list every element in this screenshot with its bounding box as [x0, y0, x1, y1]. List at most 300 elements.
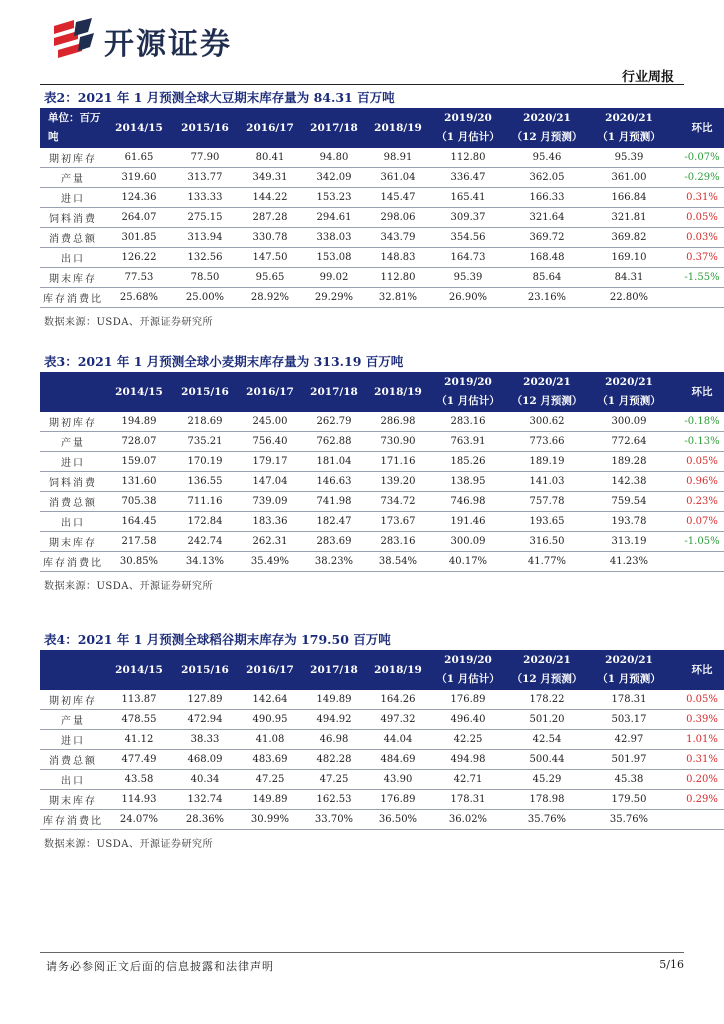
- value-cell: 164.26: [366, 690, 430, 710]
- column-header: [588, 372, 670, 412]
- value-cell: 275.15: [172, 208, 238, 228]
- table-row: [40, 288, 724, 308]
- value-cell: 773.66: [506, 432, 588, 452]
- value-cell: 95.39: [430, 268, 506, 288]
- data-table: [40, 650, 724, 830]
- column-header-label: 2014/15: [115, 121, 163, 134]
- value-cell: 170.19: [172, 452, 238, 472]
- table-row: [40, 268, 724, 288]
- footer-divider: [40, 952, 684, 953]
- value-cell: 30.99%: [238, 810, 302, 830]
- value-cell: 142.38: [588, 472, 670, 492]
- unit-header-cell: 单位：百万吨: [40, 108, 106, 148]
- column-header: [106, 108, 172, 148]
- value-cell: 362.05: [506, 168, 588, 188]
- value-cell: 500.44: [506, 750, 588, 770]
- table-row: [40, 552, 724, 572]
- table-row: [40, 188, 724, 208]
- value-cell: 478.55: [106, 710, 172, 730]
- data-source-note: 数据来源：USDA、开源证券研究所: [44, 317, 214, 328]
- value-cell: 283.16: [366, 532, 430, 552]
- value-cell: 262.79: [302, 412, 366, 432]
- row-label: 进口: [40, 188, 106, 208]
- value-cell: 42.71: [430, 770, 506, 790]
- column-header: [366, 650, 430, 690]
- value-cell: 112.80: [430, 148, 506, 168]
- change-cell: 0.31%: [670, 750, 724, 770]
- value-cell: 159.07: [106, 452, 172, 472]
- value-cell: 26.90%: [430, 288, 506, 308]
- value-cell: 176.89: [366, 790, 430, 810]
- change-cell: 0.07%: [670, 512, 724, 532]
- value-cell: 145.47: [366, 188, 430, 208]
- value-cell: 43.58: [106, 770, 172, 790]
- value-cell: 313.19: [588, 532, 670, 552]
- column-header: [506, 108, 588, 148]
- value-cell: 354.56: [430, 228, 506, 248]
- value-cell: 217.58: [106, 532, 172, 552]
- value-cell: 477.49: [106, 750, 172, 770]
- value-cell: 182.47: [302, 512, 366, 532]
- value-cell: 330.78: [238, 228, 302, 248]
- value-cell: 61.65: [106, 148, 172, 168]
- value-cell: 40.17%: [430, 552, 506, 572]
- value-cell: 179.17: [238, 452, 302, 472]
- value-cell: 35.76%: [506, 810, 588, 830]
- value-cell: 490.95: [238, 710, 302, 730]
- value-cell: 301.85: [106, 228, 172, 248]
- change-cell: [670, 288, 724, 308]
- value-cell: 25.68%: [106, 288, 172, 308]
- value-cell: 361.04: [366, 168, 430, 188]
- value-cell: 169.10: [588, 248, 670, 268]
- value-cell: 484.69: [366, 750, 430, 770]
- row-label: 出口: [40, 770, 106, 790]
- header-divider: [40, 84, 684, 85]
- value-cell: 178.31: [588, 690, 670, 710]
- value-cell: 112.80: [366, 268, 430, 288]
- value-cell: 132.56: [172, 248, 238, 268]
- value-cell: 730.90: [366, 432, 430, 452]
- change-cell: 0.39%: [670, 710, 724, 730]
- table-row: [40, 512, 724, 532]
- value-cell: 319.60: [106, 168, 172, 188]
- report-type-label: 行业周报: [621, 70, 674, 85]
- change-cell: 0.20%: [670, 770, 724, 790]
- column-header-label: 环比: [691, 121, 713, 134]
- value-cell: 189.28: [588, 452, 670, 472]
- value-cell: 741.98: [302, 492, 366, 512]
- data-table: [40, 108, 724, 308]
- value-cell: 468.09: [172, 750, 238, 770]
- value-cell: 287.28: [238, 208, 302, 228]
- column-header: [238, 372, 302, 412]
- change-cell: 0.05%: [670, 452, 724, 472]
- column-header-label: 环比: [691, 663, 713, 676]
- value-cell: 763.91: [430, 432, 506, 452]
- change-cell: 0.37%: [670, 248, 724, 268]
- value-cell: 300.62: [506, 412, 588, 432]
- column-header-label: 2017/18: [310, 385, 358, 398]
- column-header-label: 2018/19: [374, 663, 422, 676]
- value-cell: 164.45: [106, 512, 172, 532]
- value-cell: 264.07: [106, 208, 172, 228]
- table-row: [40, 452, 724, 472]
- change-cell: 0.31%: [670, 188, 724, 208]
- value-cell: 147.50: [238, 248, 302, 268]
- value-cell: 47.25: [302, 770, 366, 790]
- value-cell: 772.64: [588, 432, 670, 452]
- table-row: [40, 248, 724, 268]
- row-label: 产量: [40, 168, 106, 188]
- value-cell: 133.33: [172, 188, 238, 208]
- value-cell: 483.69: [238, 750, 302, 770]
- logo-text: 开源证券: [104, 27, 232, 62]
- value-cell: 321.81: [588, 208, 670, 228]
- table-row: [40, 472, 724, 492]
- value-cell: 165.41: [430, 188, 506, 208]
- column-header: [302, 650, 366, 690]
- value-cell: 711.16: [172, 492, 238, 512]
- value-cell: 739.09: [238, 492, 302, 512]
- column-header-note: （1 月估计）: [436, 131, 500, 143]
- row-label: 期初库存: [40, 412, 106, 432]
- value-cell: 98.91: [366, 148, 430, 168]
- column-header: [172, 650, 238, 690]
- table-row: [40, 412, 724, 432]
- value-cell: 497.32: [366, 710, 430, 730]
- value-cell: 321.64: [506, 208, 588, 228]
- row-label: 进口: [40, 730, 106, 750]
- column-header-label: 2019/20: [444, 376, 492, 389]
- table-title: 表2：2021 年 1 月预测全球大豆期末库存量为 84.31 百万吨: [44, 90, 395, 105]
- value-cell: 139.20: [366, 472, 430, 492]
- column-header-label: 2016/17: [246, 121, 294, 134]
- value-cell: 162.53: [302, 790, 366, 810]
- table-row: [40, 228, 724, 248]
- table-title: 表3：2021 年 1 月预测全球小麦期末库存量为 313.19 百万吨: [44, 354, 404, 369]
- value-cell: 147.04: [238, 472, 302, 492]
- value-cell: 153.23: [302, 188, 366, 208]
- value-cell: 298.06: [366, 208, 430, 228]
- value-cell: 494.92: [302, 710, 366, 730]
- footer-disclaimer: 请务必参阅正文后面的信息披露和法律声明: [46, 960, 274, 973]
- data-source-note: 数据来源：USDA、开源证券研究所: [44, 839, 214, 850]
- value-cell: 193.78: [588, 512, 670, 532]
- change-cell: 0.05%: [670, 208, 724, 228]
- column-header-note: （1 月预测）: [597, 131, 661, 143]
- value-cell: 99.02: [302, 268, 366, 288]
- value-cell: 361.00: [588, 168, 670, 188]
- value-cell: 286.98: [366, 412, 430, 432]
- value-cell: 218.69: [172, 412, 238, 432]
- value-cell: 194.89: [106, 412, 172, 432]
- table-row: [40, 208, 724, 228]
- value-cell: 80.41: [238, 148, 302, 168]
- value-cell: 149.89: [302, 690, 366, 710]
- column-header-label: 2016/17: [246, 663, 294, 676]
- value-cell: 94.80: [302, 148, 366, 168]
- row-label: 产量: [40, 432, 106, 452]
- value-cell: 746.98: [430, 492, 506, 512]
- column-header-label: 2020/21: [523, 654, 571, 667]
- change-cell: -0.18%: [670, 412, 724, 432]
- value-cell: 178.31: [430, 790, 506, 810]
- value-cell: 42.25: [430, 730, 506, 750]
- column-header: [506, 372, 588, 412]
- column-header-note: （1 月估计）: [436, 395, 500, 407]
- value-cell: 494.98: [430, 750, 506, 770]
- value-cell: 313.77: [172, 168, 238, 188]
- column-header-label: 2018/19: [374, 121, 422, 134]
- value-cell: 171.16: [366, 452, 430, 472]
- column-header-label: 2019/20: [444, 112, 492, 125]
- change-cell: -0.29%: [670, 168, 724, 188]
- value-cell: 38.23%: [302, 552, 366, 572]
- value-cell: 95.46: [506, 148, 588, 168]
- value-cell: 166.84: [588, 188, 670, 208]
- value-cell: 36.02%: [430, 810, 506, 830]
- value-cell: 472.94: [172, 710, 238, 730]
- value-cell: 22.80%: [588, 288, 670, 308]
- row-label: 饲料消费: [40, 472, 106, 492]
- value-cell: 191.46: [430, 512, 506, 532]
- value-cell: 503.17: [588, 710, 670, 730]
- value-cell: 178.22: [506, 690, 588, 710]
- value-cell: 141.03: [506, 472, 588, 492]
- column-header: [302, 108, 366, 148]
- column-header-label: 2014/15: [115, 663, 163, 676]
- row-label: 库存消费比: [40, 288, 106, 308]
- value-cell: 166.33: [506, 188, 588, 208]
- value-cell: 132.74: [172, 790, 238, 810]
- value-cell: 501.97: [588, 750, 670, 770]
- value-cell: 146.63: [302, 472, 366, 492]
- value-cell: 77.90: [172, 148, 238, 168]
- value-cell: 705.38: [106, 492, 172, 512]
- value-cell: 309.37: [430, 208, 506, 228]
- row-label: 期初库存: [40, 148, 106, 168]
- value-cell: 316.50: [506, 532, 588, 552]
- value-cell: 126.22: [106, 248, 172, 268]
- change-cell: 0.03%: [670, 228, 724, 248]
- value-cell: 138.95: [430, 472, 506, 492]
- column-header-label: 2015/16: [181, 663, 229, 676]
- value-cell: 45.29: [506, 770, 588, 790]
- value-cell: 181.04: [302, 452, 366, 472]
- value-cell: 77.53: [106, 268, 172, 288]
- value-cell: 33.70%: [302, 810, 366, 830]
- column-header-label: 环比: [691, 385, 713, 398]
- value-cell: 113.87: [106, 690, 172, 710]
- value-cell: 78.50: [172, 268, 238, 288]
- change-cell: -1.05%: [670, 532, 724, 552]
- column-header-label: 2019/20: [444, 654, 492, 667]
- value-cell: 42.54: [506, 730, 588, 750]
- column-header: [366, 372, 430, 412]
- change-cell: [670, 810, 724, 830]
- column-header-label: 2020/21: [605, 112, 653, 125]
- row-label: 期初库存: [40, 690, 106, 710]
- change-cell: -0.07%: [670, 148, 724, 168]
- value-cell: 41.77%: [506, 552, 588, 572]
- value-cell: 144.22: [238, 188, 302, 208]
- row-label: 出口: [40, 248, 106, 268]
- column-header-note: （1 月预测）: [597, 395, 661, 407]
- value-cell: 183.36: [238, 512, 302, 532]
- change-cell: -0.13%: [670, 432, 724, 452]
- value-cell: 85.64: [506, 268, 588, 288]
- company-logo: [48, 18, 232, 64]
- value-cell: 176.89: [430, 690, 506, 710]
- column-header-label: 2020/21: [605, 654, 653, 667]
- value-cell: 44.04: [366, 730, 430, 750]
- table-title: 表4：2021 年 1 月预测全球稻谷期末库存为 179.50 百万吨: [44, 632, 391, 647]
- column-header-label: 2014/15: [115, 385, 163, 398]
- row-label: 期末库存: [40, 532, 106, 552]
- value-cell: 369.82: [588, 228, 670, 248]
- data-table: [40, 372, 724, 572]
- value-cell: 23.16%: [506, 288, 588, 308]
- value-cell: 762.88: [302, 432, 366, 452]
- value-cell: 262.31: [238, 532, 302, 552]
- value-cell: 172.84: [172, 512, 238, 532]
- value-cell: 336.47: [430, 168, 506, 188]
- value-cell: 84.31: [588, 268, 670, 288]
- table-row: [40, 148, 724, 168]
- column-header-note: （12 月预测）: [511, 673, 583, 685]
- change-cell: 0.05%: [670, 690, 724, 710]
- table-row: [40, 690, 724, 710]
- column-header-note: （1 月估计）: [436, 673, 500, 685]
- value-cell: 185.26: [430, 452, 506, 472]
- value-cell: 28.36%: [172, 810, 238, 830]
- table-row: [40, 790, 724, 810]
- column-header: [670, 650, 724, 690]
- row-label: 库存消费比: [40, 552, 106, 572]
- row-label: 产量: [40, 710, 106, 730]
- unit-header-cell: [40, 650, 106, 690]
- change-cell: 0.96%: [670, 472, 724, 492]
- value-cell: 148.83: [366, 248, 430, 268]
- column-header-note: （1 月预测）: [597, 673, 661, 685]
- value-cell: 95.39: [588, 148, 670, 168]
- value-cell: 45.38: [588, 770, 670, 790]
- column-header: [588, 108, 670, 148]
- row-label: 消费总额: [40, 492, 106, 512]
- value-cell: 173.67: [366, 512, 430, 532]
- value-cell: 136.55: [172, 472, 238, 492]
- column-header-note: （12 月预测）: [511, 131, 583, 143]
- value-cell: 24.07%: [106, 810, 172, 830]
- column-header: [366, 108, 430, 148]
- column-header: [172, 108, 238, 148]
- column-header: [238, 650, 302, 690]
- unit-header-cell: [40, 372, 106, 412]
- column-header-label: 2017/18: [310, 663, 358, 676]
- table-header-row: [40, 108, 724, 148]
- column-header-label: 2018/19: [374, 385, 422, 398]
- column-header: [172, 372, 238, 412]
- column-header-label: 2015/16: [181, 121, 229, 134]
- table-row: [40, 168, 724, 188]
- column-header-label: 2020/21: [523, 376, 571, 389]
- value-cell: 178.98: [506, 790, 588, 810]
- value-cell: 35.49%: [238, 552, 302, 572]
- column-header: [302, 372, 366, 412]
- value-cell: 42.97: [588, 730, 670, 750]
- value-cell: 153.08: [302, 248, 366, 268]
- value-cell: 283.69: [302, 532, 366, 552]
- table-row: [40, 730, 724, 750]
- value-cell: 28.92%: [238, 288, 302, 308]
- row-label: 出口: [40, 512, 106, 532]
- value-cell: 728.07: [106, 432, 172, 452]
- value-cell: 343.79: [366, 228, 430, 248]
- value-cell: 734.72: [366, 492, 430, 512]
- logo-mark-icon: [48, 18, 98, 64]
- value-cell: 179.50: [588, 790, 670, 810]
- value-cell: 41.12: [106, 730, 172, 750]
- value-cell: 193.65: [506, 512, 588, 532]
- value-cell: 501.20: [506, 710, 588, 730]
- table-section-soybean: [40, 88, 720, 328]
- value-cell: 142.64: [238, 690, 302, 710]
- value-cell: 757.78: [506, 492, 588, 512]
- table-row: [40, 770, 724, 790]
- value-cell: 124.36: [106, 188, 172, 208]
- column-header: [106, 372, 172, 412]
- value-cell: 149.89: [238, 790, 302, 810]
- value-cell: 32.81%: [366, 288, 430, 308]
- column-header: [430, 650, 506, 690]
- row-label: 进口: [40, 452, 106, 472]
- value-cell: 41.08: [238, 730, 302, 750]
- value-cell: 338.03: [302, 228, 366, 248]
- value-cell: 25.00%: [172, 288, 238, 308]
- table-header-row: [40, 650, 724, 690]
- value-cell: 29.29%: [302, 288, 366, 308]
- value-cell: 242.74: [172, 532, 238, 552]
- column-header: [430, 108, 506, 148]
- column-header: [238, 108, 302, 148]
- row-label: 库存消费比: [40, 810, 106, 830]
- value-cell: 40.34: [172, 770, 238, 790]
- row-label: 饲料消费: [40, 208, 106, 228]
- value-cell: 47.25: [238, 770, 302, 790]
- value-cell: 759.54: [588, 492, 670, 512]
- change-cell: 0.29%: [670, 790, 724, 810]
- column-header: [588, 650, 670, 690]
- page-number: 5/16: [659, 958, 684, 971]
- value-cell: 300.09: [430, 532, 506, 552]
- column-header: [670, 108, 724, 148]
- column-header-label: 2020/21: [523, 112, 571, 125]
- table-row: [40, 432, 724, 452]
- value-cell: 313.94: [172, 228, 238, 248]
- column-header-label: 2015/16: [181, 385, 229, 398]
- value-cell: 283.16: [430, 412, 506, 432]
- value-cell: 95.65: [238, 268, 302, 288]
- value-cell: 369.72: [506, 228, 588, 248]
- value-cell: 38.33: [172, 730, 238, 750]
- value-cell: 41.23%: [588, 552, 670, 572]
- value-cell: 168.48: [506, 248, 588, 268]
- value-cell: 35.76%: [588, 810, 670, 830]
- value-cell: 30.85%: [106, 552, 172, 572]
- value-cell: 36.50%: [366, 810, 430, 830]
- table-header-row: [40, 372, 724, 412]
